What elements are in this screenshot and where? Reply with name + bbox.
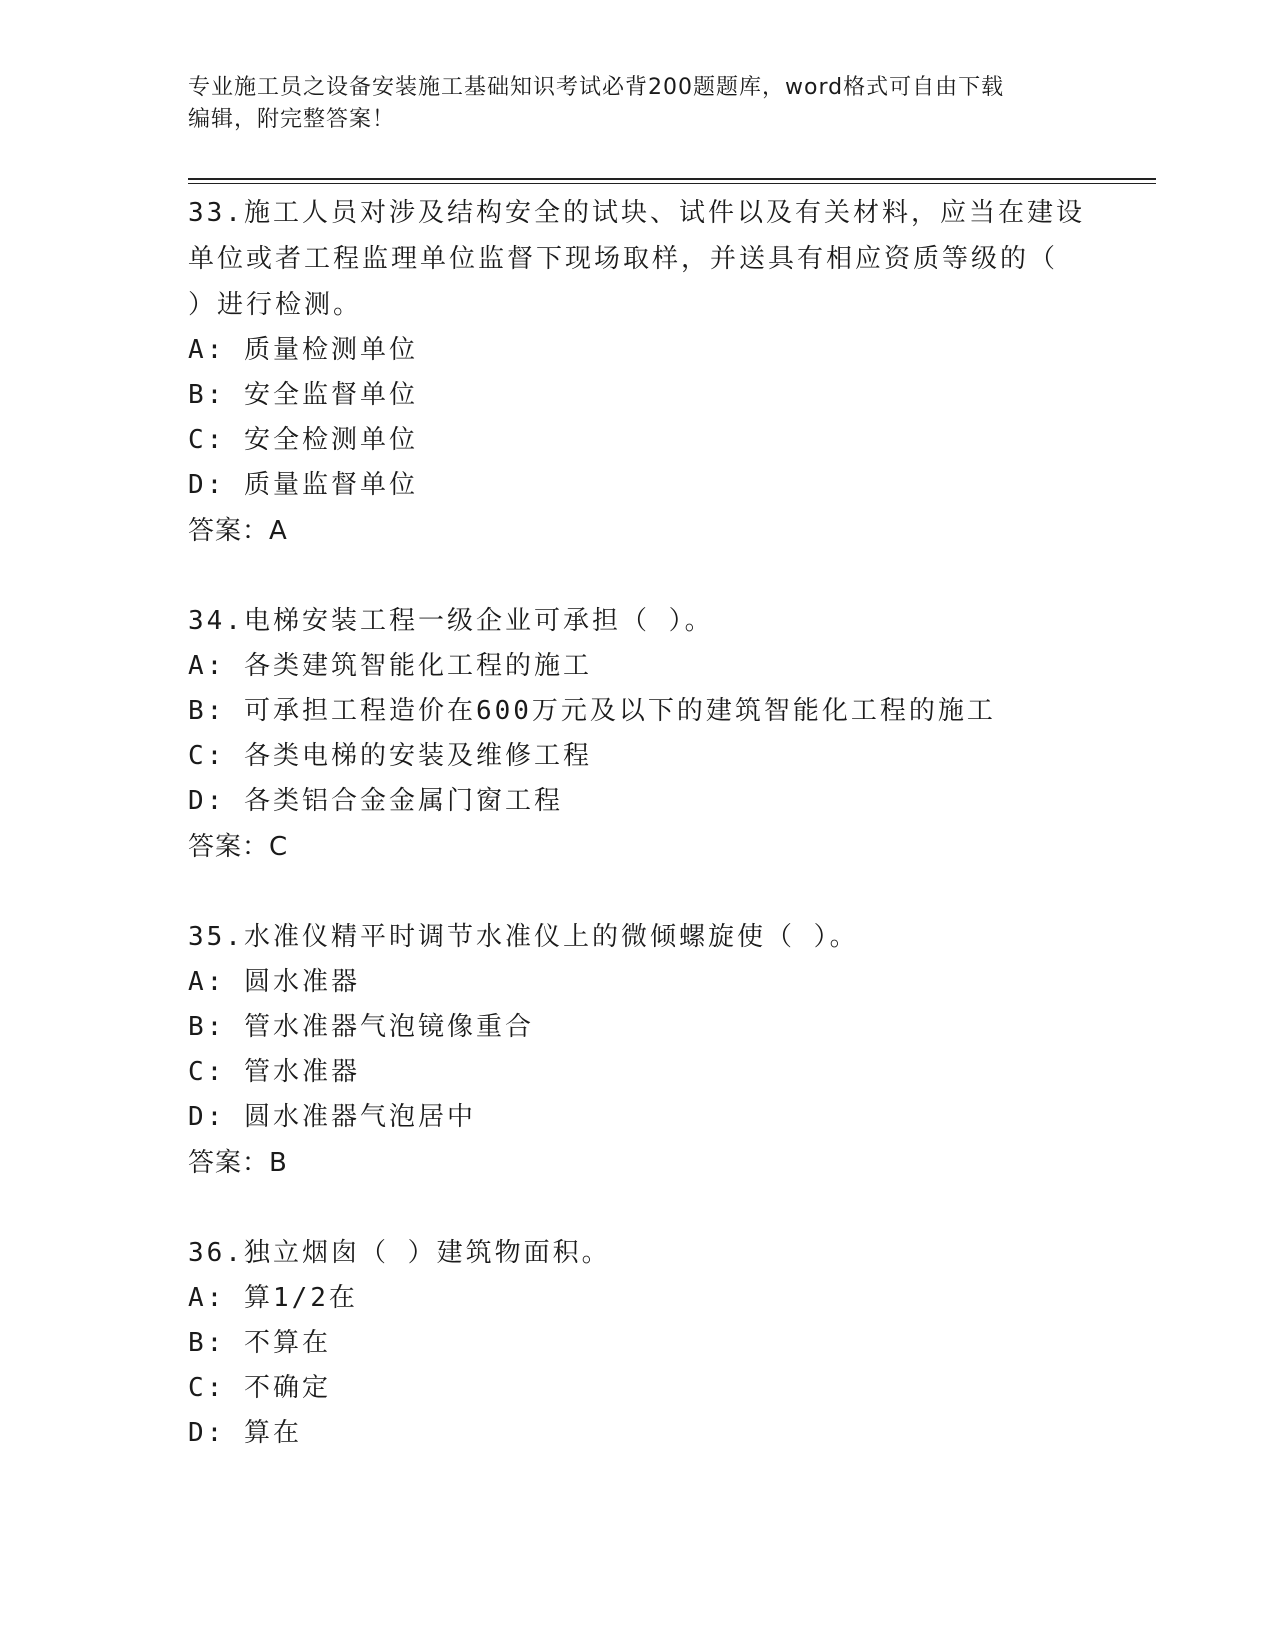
- option-d: D: 算在: [188, 1418, 302, 1448]
- question-stem: 33.施工人员对涉及结构安全的试块、试件以及有关材料，应当在建设单位或者工程监理单位监督下现场取样，并送具有相应资质等级的（ ）进行检测。: [188, 198, 1085, 320]
- question-36: [188, 1230, 1088, 1456]
- option-c: C: 管水准器: [188, 1057, 360, 1087]
- option-b: B: 不算在: [188, 1328, 331, 1358]
- answer-line: 答案：A: [188, 516, 288, 546]
- question-list: [188, 190, 1088, 1500]
- question-stem: 36.独立烟囱（ ）建筑物面积。: [188, 1238, 611, 1268]
- option-c: C: 安全检测单位: [188, 425, 418, 455]
- option-a: A: 质量检测单位: [188, 335, 418, 365]
- option-a: A: 圆水准器: [188, 967, 360, 997]
- option-a: A: 各类建筑智能化工程的施工: [188, 651, 592, 681]
- answer-line: 答案：C: [188, 832, 289, 862]
- document-header: [188, 72, 1068, 136]
- option-d: D: 各类铝合金金属门窗工程: [188, 786, 563, 816]
- option-d: D: 圆水准器气泡居中: [188, 1102, 476, 1132]
- question-stem: 35.水准仪精平时调节水准仪上的微倾螺旋使（ ）。: [188, 922, 859, 952]
- option-c: C: 不确定: [188, 1373, 331, 1403]
- option-d: D: 质量监督单位: [188, 470, 418, 500]
- option-b: B: 管水准器气泡镜像重合: [188, 1012, 534, 1042]
- header-divider-thick: [188, 178, 1156, 180]
- question-stem: 34.电梯安装工程一级企业可承担（ ）。: [188, 606, 714, 636]
- option-c: C: 各类电梯的安装及维修工程: [188, 741, 592, 771]
- option-b: B: 可承担工程造价在600万元及以下的建筑智能化工程的施工: [188, 696, 996, 726]
- question-35: [188, 914, 1088, 1186]
- header-title-line-1: 专业施工员之设备安装施工基础知识考试必背200题题库，word格式可自由下载: [188, 75, 1005, 100]
- question-33: [188, 190, 1088, 554]
- question-34: [188, 598, 1088, 870]
- option-b: B: 安全监督单位: [188, 380, 418, 410]
- header-divider-thin: [188, 183, 1156, 184]
- answer-line: 答案：B: [188, 1148, 288, 1178]
- option-a: A: 算1/2在: [188, 1283, 358, 1313]
- header-title-line-2: 编辑，附完整答案！: [188, 107, 396, 132]
